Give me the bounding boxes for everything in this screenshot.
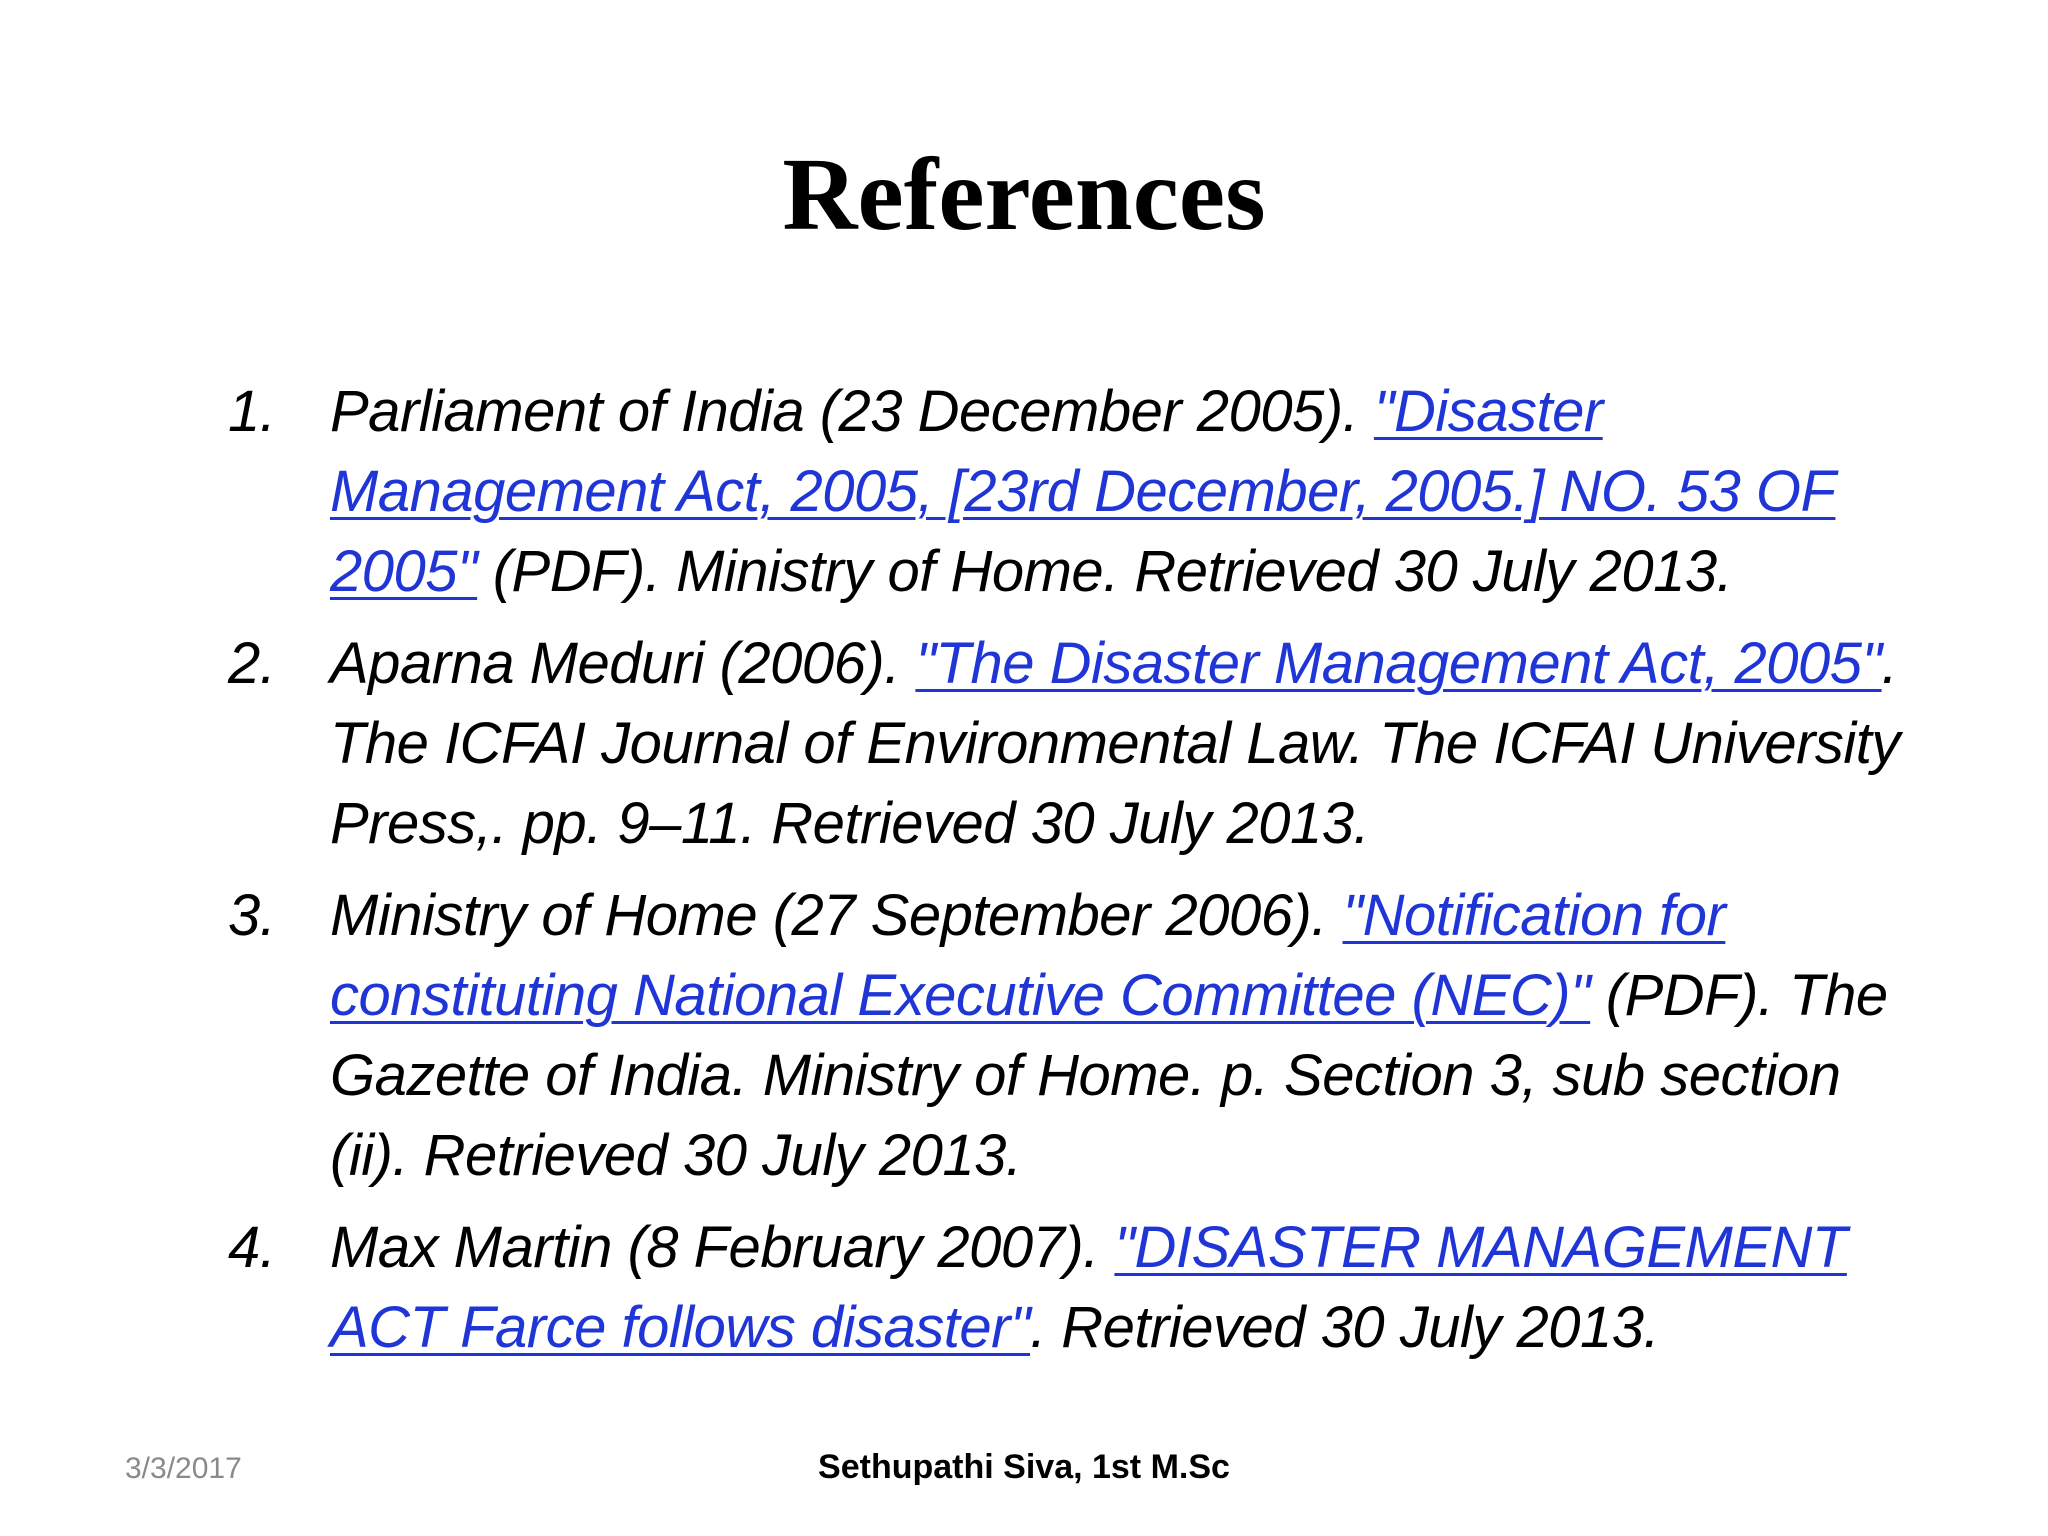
reference-suffix: (PDF). The Gazette of India. Ministry of Home. p. Section 3, sub section (ii). Retrieved 30 July 2013.: [330, 963, 1888, 1188]
reference-link[interactable]: "Disaster Management Act, 2005, [23rd December, 2005.] NO. 53 OF 2005": [330, 379, 1836, 604]
reference-item: [220, 876, 1920, 1196]
reference-number: 2.: [228, 631, 276, 696]
reference-prefix: Aparna Meduri (2006).: [330, 631, 916, 696]
footer-date: 3/3/2017: [125, 1452, 242, 1485]
reference-suffix: (PDF). Ministry of Home. Retrieved 30 July 2013.: [477, 539, 1733, 604]
reference-item: [220, 1208, 1920, 1368]
references-list: [220, 372, 1920, 1380]
reference-number: 4.: [228, 1215, 276, 1280]
reference-suffix: . Retrieved 30 July 2013.: [1030, 1295, 1660, 1360]
reference-prefix: Ministry of Home (27 September 2006).: [330, 883, 1343, 948]
reference-item: [220, 372, 1920, 612]
footer-author: Sethupathi Siva, 1st M.Sc: [818, 1448, 1230, 1486]
reference-number: 1.: [228, 379, 276, 444]
reference-item: [220, 624, 1920, 864]
reference-prefix: Max Martin (8 February 2007).: [330, 1215, 1115, 1280]
reference-link[interactable]: "Notification for constituting National Executive Committee (NEC)": [330, 883, 1726, 1028]
reference-number: 3.: [228, 883, 276, 948]
reference-link[interactable]: "The Disaster Management Act, 2005": [915, 631, 1882, 696]
reference-prefix: Parliament of India (23 December 2005).: [330, 379, 1374, 444]
reference-link[interactable]: "DISASTER MANAGEMENT ACT Farce follows disaster": [330, 1215, 1847, 1360]
page-title: References: [782, 137, 1266, 252]
reference-suffix: . The ICFAI Journal of Environmental Law. The ICFAI University Press,. pp. 9–11. Retrieved 30 July 2013.: [330, 631, 1900, 856]
